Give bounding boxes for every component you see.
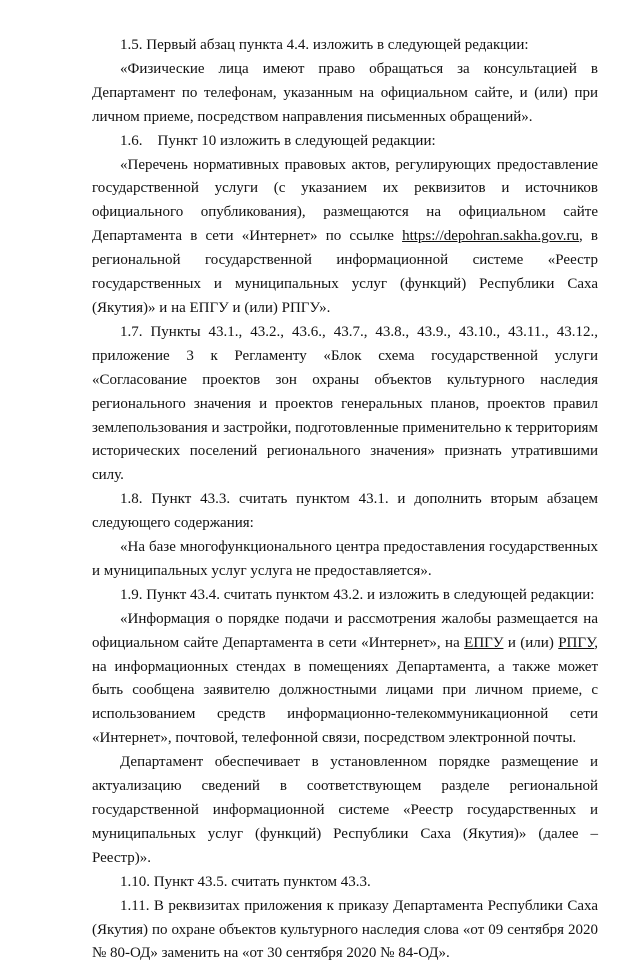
paragraph-1-9 (92, 584, 598, 608)
paragraph-department (92, 751, 598, 871)
paragraph-1-6 (92, 130, 598, 154)
paragraph-1-6-quote (92, 154, 598, 321)
rpgu-link[interactable]: РПГУ (558, 634, 595, 651)
epgu-link[interactable]: ЕПГУ (464, 634, 504, 651)
depohran-link[interactable]: https://depohran.sakha.gov.ru (402, 228, 579, 245)
paragraph-1-10 (92, 871, 598, 895)
paragraph-text: 1.7. Пункты 43.1., 43.2., 43.6., 43.7., 43.8., 43.9., 43.10., 43.11., 43.12., приложение 3 к Регламенту «Блок схема государственной услуги «Согласование проектов зон охраны объектов культурного наследия регионального значения и проектов генеральных планов, проектов правил землепользования и застройки, подготовленные применительно к территориям исторических поселений регионального значения» признать утратившими силу. (92, 323, 598, 484)
paragraph-1-5-quote (92, 58, 598, 130)
paragraph-1-8-quote (92, 536, 598, 584)
paragraph-text: и (или) (503, 634, 559, 651)
paragraph-text: «Физические лица имеют право обращаться за консультацией в Департамент по телефонам, указанным на официальном сайте, и (или) при личном приеме, посредством направления письменных обращений». (92, 60, 598, 125)
paragraph-1-11 (92, 895, 598, 966)
paragraph-text: , в региональной государственной информационной системе «Реестр государственных и муниципальных услуг (функций) Республики Саха (Якутия)» и на ЕПГУ и (или) РПГУ». (92, 228, 598, 316)
paragraph-text: 1.9. Пункт 43.4. считать пунктом 43.2. и изложить в следующей редакции: (120, 586, 595, 603)
paragraph-text: 1.10. Пункт 43.5. считать пунктом 43.3. (120, 873, 371, 890)
paragraph-text: «Информация о порядке подачи и рассмотрения жалобы размещается на официальном сайте Департамента в сети «Интернет», на (92, 610, 598, 651)
paragraph-text: Департамент обеспечивает в установленном порядке размещение и актуализацию сведений в соответствующем разделе региональной государственной информационной системе «Реестр государственных и муниципальных услуг (функций) Республики Саха (Якутия)» (далее – Реестр)». (92, 754, 598, 866)
paragraph-text: 1.6. Пункт 10 изложить в следующей редакции: (120, 132, 436, 149)
document-page (92, 34, 598, 966)
paragraph-text: 1.5. Первый абзац пункта 4.4. изложить в следующей редакции: (120, 37, 529, 53)
paragraph-1-9-quote (92, 608, 598, 751)
paragraph-text: «Перечень нормативных правовых актов, регулирующих предоставление государственной услуги (с указанием их реквизитов и источников официального опубликования), размещаются на официальном сайте Департамента в сети «Интернет» по ссылке (92, 156, 598, 245)
paragraph-1-5 (92, 34, 598, 58)
paragraph-1-8 (92, 488, 598, 536)
paragraph-text: «На базе многофункционального центра предоставления государственных и муниципальных услуг услуга не предоставляется». (92, 539, 598, 579)
paragraph-text: 1.8. Пункт 43.3. считать пунктом 43.1. и дополнить вторым абзацем следующего содержания: (92, 491, 598, 532)
paragraph-text: , на информационных стендах в помещениях Департамента, а также может быть сообщена заявителю должностными лицами при личном приеме, с использованием средств информационно-телекоммуникационной сети «Интернет», почтовой, телефонной связи, посредством электронной почты. (92, 634, 598, 747)
paragraph-text: 1.11. В реквизитах приложения к приказу Департамента Республики Саха (Якутия) по охране объектов культурного наследия слова «от 09 сентября 2020 № 80-ОД» заменить на «от 30 сентября 2020 № 84-ОД». (92, 897, 598, 962)
paragraph-1-7 (92, 321, 598, 488)
